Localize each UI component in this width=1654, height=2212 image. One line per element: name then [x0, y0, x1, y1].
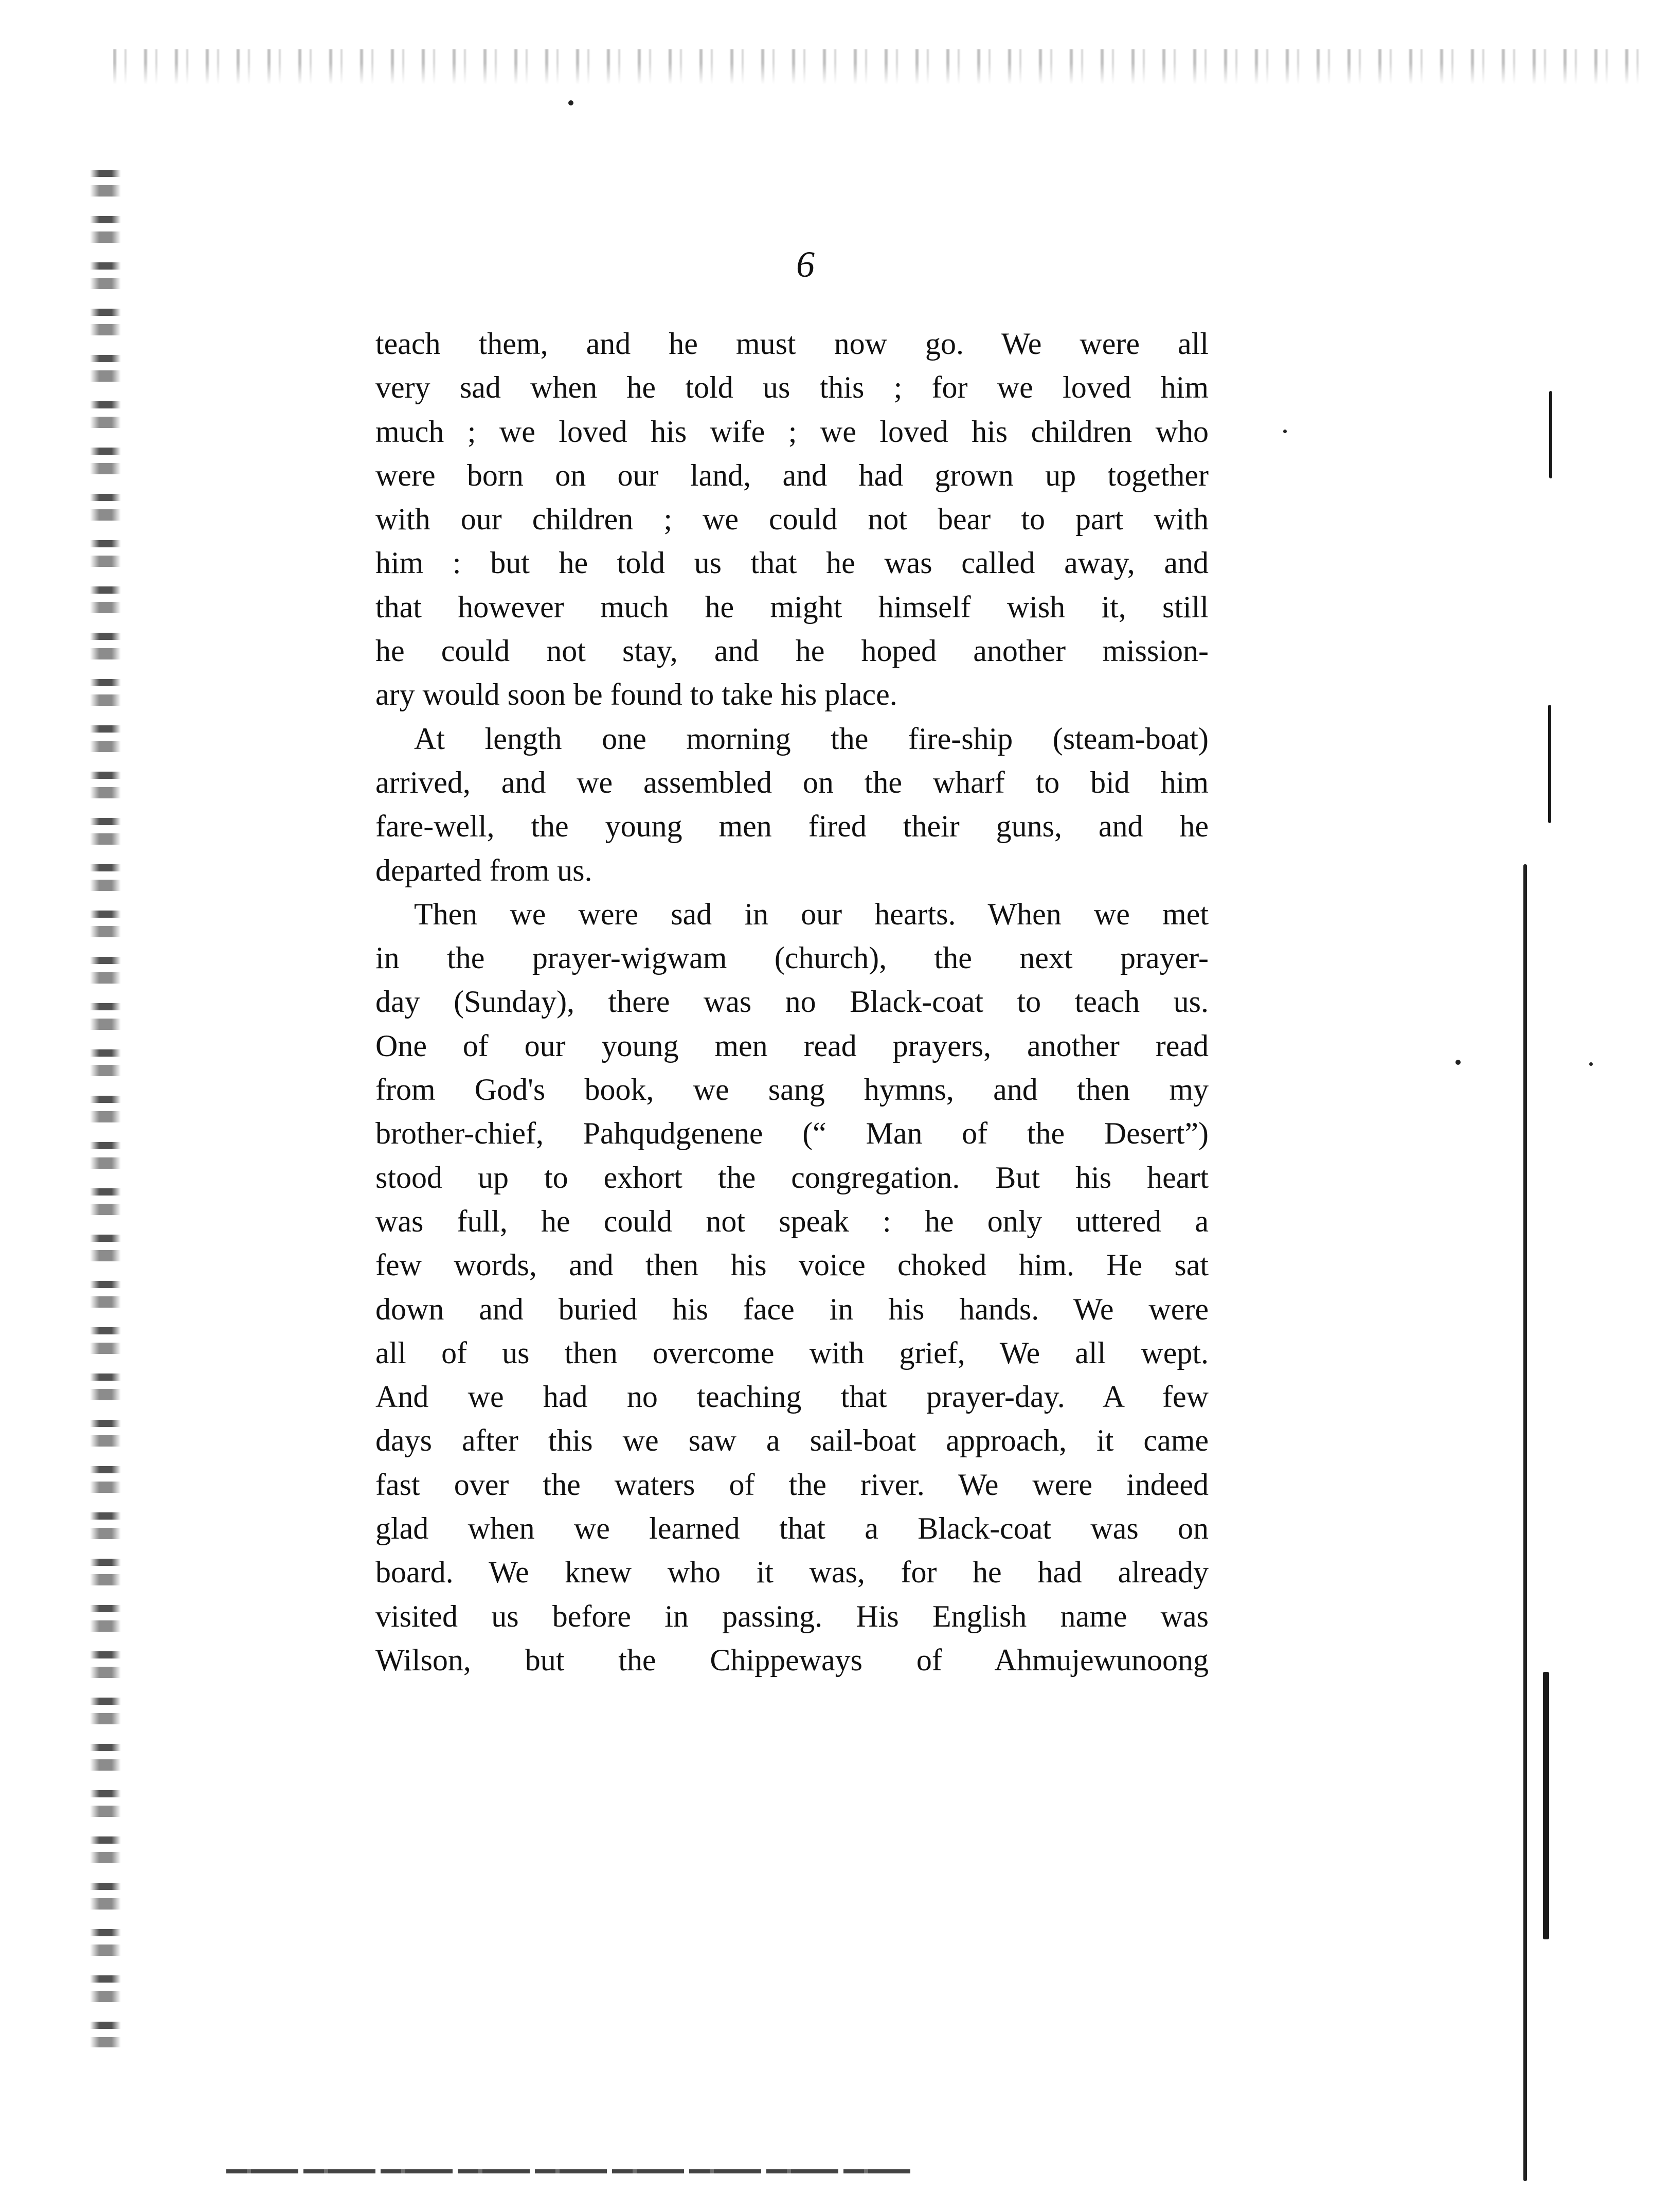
right-scan-mark — [1549, 391, 1552, 478]
text-line: he could not stay, and he hoped another mission- — [375, 634, 1209, 668]
text-line: visited us before in passing. His English name was — [375, 1599, 1209, 1633]
text-line: him : but he told us that he was called away, and — [375, 546, 1209, 580]
text-line: brother-chief, Pahqudgenene (“ Man of the Desert”) — [375, 1116, 1209, 1151]
scan-speck — [1455, 1060, 1461, 1065]
text-line: few words, and then his voice choked him. He sat — [375, 1248, 1209, 1282]
scan-speck — [1283, 430, 1287, 433]
text-line: much ; we loved his wife ; we loved his children who — [375, 414, 1209, 449]
text-line: Then we were sad in our hearts. When we met — [414, 897, 1209, 931]
text-line: that however much he might himself wish it, still — [375, 590, 1209, 624]
text-line: very sad when he told us this ; for we loved him — [375, 370, 1209, 405]
left-binding-edge — [90, 170, 121, 2047]
text-line: teach them, and he must now go. We were all — [375, 327, 1209, 361]
top-scan-noise — [113, 49, 1646, 85]
text-line: from God's book, we sang hymns, and then my — [375, 1073, 1209, 1107]
text-line: was full, he could not speak : he only uttered a — [375, 1204, 1209, 1238]
text-line: One of our young men read prayers, another read — [375, 1028, 1209, 1063]
text-line: fare-well, the young men fired their guns, and he — [375, 809, 1209, 844]
text-line: arrived, and we assembled on the wharf to bid him — [375, 765, 1209, 799]
body-text — [375, 322, 1209, 1682]
text-line: stood up to exhort the congregation. But his heart — [375, 1160, 1209, 1194]
text-line: board. We knew who it was, for he had already — [375, 1555, 1209, 1590]
right-scan-mark — [1548, 705, 1551, 823]
text-line: glad when we learned that a Black-coat was on — [375, 1511, 1209, 1546]
text-line: ary would soon be found to take his place. — [375, 677, 897, 712]
text-line: days after this we saw a sail-boat approach, it came — [375, 1423, 1209, 1458]
scan-speck — [1589, 1062, 1593, 1066]
text-line: fast over the waters of the river. We were indeed — [375, 1467, 1209, 1502]
text-line: day (Sunday), there was no Black-coat to teach us. — [375, 985, 1209, 1019]
bottom-scan-rule — [226, 2169, 910, 2173]
text-line: departed from us. — [375, 853, 592, 887]
text-line: with our children ; we could not bear to part with — [375, 502, 1209, 537]
text-line: And we had no teaching that prayer-day. A few — [375, 1380, 1209, 1414]
text-line: in the prayer-wigwam (church), the next prayer- — [375, 941, 1209, 975]
right-scan-mark — [1523, 864, 1527, 2181]
text-line: all of us then overcome with grief, We all wept. — [375, 1335, 1209, 1370]
text-line: were born on our land, and had grown up together — [375, 458, 1209, 492]
page-number: 6 — [796, 244, 815, 285]
right-scan-mark — [1543, 1672, 1549, 1939]
scan-speck — [568, 100, 573, 105]
text-line: Wilson, but the Chippeways of Ahmujewunoong — [375, 1643, 1209, 1677]
text-line: At length one morning the fire-ship (steam-boat) — [414, 721, 1209, 756]
text-line: down and buried his face in his hands. We were — [375, 1292, 1209, 1326]
